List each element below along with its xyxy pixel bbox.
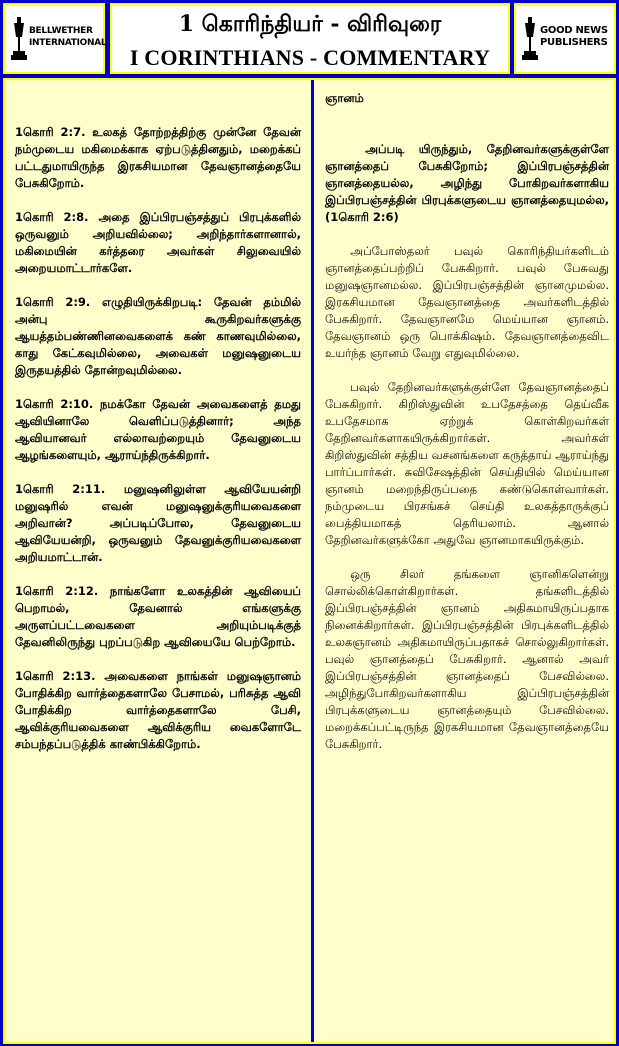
- title-box: [110, 3, 510, 74]
- good-news-logo: [514, 3, 616, 74]
- commentary-paragraph: ஒரு சிலர் தங்களை ஞானிகளென்று சொல்லிக்கொள்கிறார்கள். தங்களிடத்தில் இப்பிரபஞ்சத்தின் ஞானம் அதிகமாயிருப்பதாக நினைக்கிறார்கள். இப்பிரபஞ்சத்தின் பிரபுக்களிடத்தில் உலகஞானம் அதிகமாயிருப்பதாகச் சொல்லுகிறார்கள். பவுல் ஞானத்தைப் பேசுகிறார். ஆனால் அவர் இப்பிரபஞ்சத்தின் ஞானத்தைப் பேசவில்லை. அழிந்துபோகிறவர்களாகிய இப்பிரபஞ்சத்தின் பிரபுக்களுடைய ஞானத்தையும் பேசவில்லை. மறைக்கப்பட்டிருந்த இரகசியமான தேவஞானத்தையே பேசுகிறார்.: [325, 567, 609, 751]
- verse-2-13: 1கொரி 2:13. அவைகளை நாங்கள் மனுஷஞானம் போதிக்கிற வார்த்தைகளாலே பேசாமல், பரிசுத்த ஆவி போதிக்கிற வார்த்தைகளாலே பேசி, ஆவிக்குரியவைகளை ஆவிக்குரிய வைகளோடே சம்பந்தப்படுத்திக் காண்பிக்கிறோம்.: [15, 669, 301, 751]
- verse-2-8: 1கொரி 2:8. அதை இப்பிரபஞ்சத்துப் பிரபுக்களில் ஒருவனும் அறியவில்லை; அறிந்தார்களானால், மகிமையின் கர்த்தரை அவர்கள் சிலுவையில் அறையமாட்டார்களே.: [15, 210, 301, 275]
- verse-2-11: 1கொரி 2:11. மனுஷனிலுள்ள ஆவியேயன்றி மனுஷரில் எவன் மனுஷனுக்குரியவைகளை அறிவான்? அப்படிப்போல, தேவனுடைய ஆவியேயன்றி, ஒருவனும் தேவனுக்குரியவைகளை அறியமாட்டான்.: [15, 482, 301, 564]
- verse-2-12: 1கொரி 2:12. நாங்களோ உலகத்தின் ஆவியைப் பெறாமல், தேவனால் எங்களுக்கு அருளப்பட்டவைகளை அறியும்படிக்குத் தேவனிலிருந்து புறப்படுகிற ஆவியையே பெற்றோம்.: [15, 584, 301, 649]
- left-logo-line2: INTERNATIONAL: [29, 38, 107, 48]
- bellwether-logo: [3, 3, 105, 74]
- verse-2-10: 1கொரி 2:10. நமக்கோ தேவன் அவைகளைத் தமது ஆவியினாலே வெளிப்படுத்தினார்; அந்த ஆவியானவர் எல்லாவற்றையும் தேவனுடைய ஆழங்களையும், ஆராய்ந்திருக்கிறார்.: [15, 397, 301, 462]
- commentary-paragraph: பவுல் தேறினவர்களுக்குள்ளே தேவஞானத்தைப் பேசுகிறார். கிறிஸ்துவின் உபதேசத்தை தெய்வீக உபதேசமாக ஏற்றுக் கொள்கிறவர்கள் தேறினவர்களாகயிருக்கிறார்கள். அவர்கள் கிறிஸ்துவின் சத்திய வசனங்களை கருத்தாய் ஆராய்ந்து பார்ப்பார்கள். சுவிசேஷத்தின் செய்தியில் மெய்யான ஞானம் மறைந்திருப்பதை கண்டுகொள்வார்கள். நம்முடைய பிரசங்கச் செய்தி உலகத்தாருக்குப் பைத்தியமாகத் தெரியலாம். ஆனால் தேறினவர்களுக்கோ அதுவே ஞானமாகயிருக்கும்.: [325, 380, 609, 547]
- page-title-english: I CORINTHIANS - COMMENTARY: [129, 45, 491, 70]
- right-logo-line1: GOOD NEWS: [540, 25, 608, 36]
- commentary-paragraph: அப்போஸ்தலர் பவுல் கொரிந்தியர்களிடம் ஞானத்தைப்பற்றிப் பேசுகிறார். பவுல் பேசுவது மனுஷஞானமல்ல. இப்பிரபஞ்சத்தின் ஞானமுமல்ல. இரகசியமான தேவஞானத்தை அவர்களிடத்தில் பேசுகிறார். தேவஞானமே மெய்யான ஞானம். தேவஞானம் ஒரு பொக்கிஷம். தேவஞானத்தைவிட உயர்ந்த ஞானம் வேறு எதுவுமில்லை.: [325, 244, 609, 360]
- page-title-tamil: 1 கொரிந்தியர் - விரிவுரை: [178, 11, 442, 37]
- key-verse-quote: அப்படி யிருந்தும், தேறினவர்களுக்குள்ளே ஞானத்தைப் பேசுகிறோம்; இப்பிரபஞ்சத்தின் ஞானத்தையல்ல, அழிந்து போகிறவர்களாகிய இப்பிரபஞ்சத்தின் பிரபுக்களுடைய ஞானத்தையுமல்ல, (1கொரி 2:6): [325, 142, 609, 224]
- right-logo-line2: PUBLISHERS: [540, 37, 608, 48]
- verse-2-9: 1கொரி 2:9. எழுதியிருக்கிறபடி: தேவன் தம்மில் அன்பு கூருகிறவர்களுக்கு ஆயத்தம்பண்ணினவைகளைக் கண் காணவுமில்லை, காது கேட்கவுமில்லை, அவைகள் மனுஷனுடைய இருதயத்தில் தோன்றவுமில்லை.: [15, 295, 301, 377]
- lamp-icon: [11, 15, 27, 63]
- column-divider: [311, 80, 314, 1042]
- left-logo-line1: BELLWETHER: [29, 26, 93, 36]
- section-heading: ஞானம்: [325, 91, 364, 105]
- verses-column: [15, 124, 301, 770]
- content-panel: [3, 78, 616, 1044]
- lamp-icon: [522, 15, 538, 63]
- commentary-column: [325, 90, 609, 770]
- verse-2-7: 1கொரி 2:7. உலகத் தோற்றத்திற்கு முன்னே தேவன் நம்முடைய மகிமைக்காக ஏற்படுத்தினதும், மறைக்கப் பட்டதுமாயிருந்த இரகசியமான தேவஞானத்தையே பேசுகிறோம்.: [15, 125, 301, 190]
